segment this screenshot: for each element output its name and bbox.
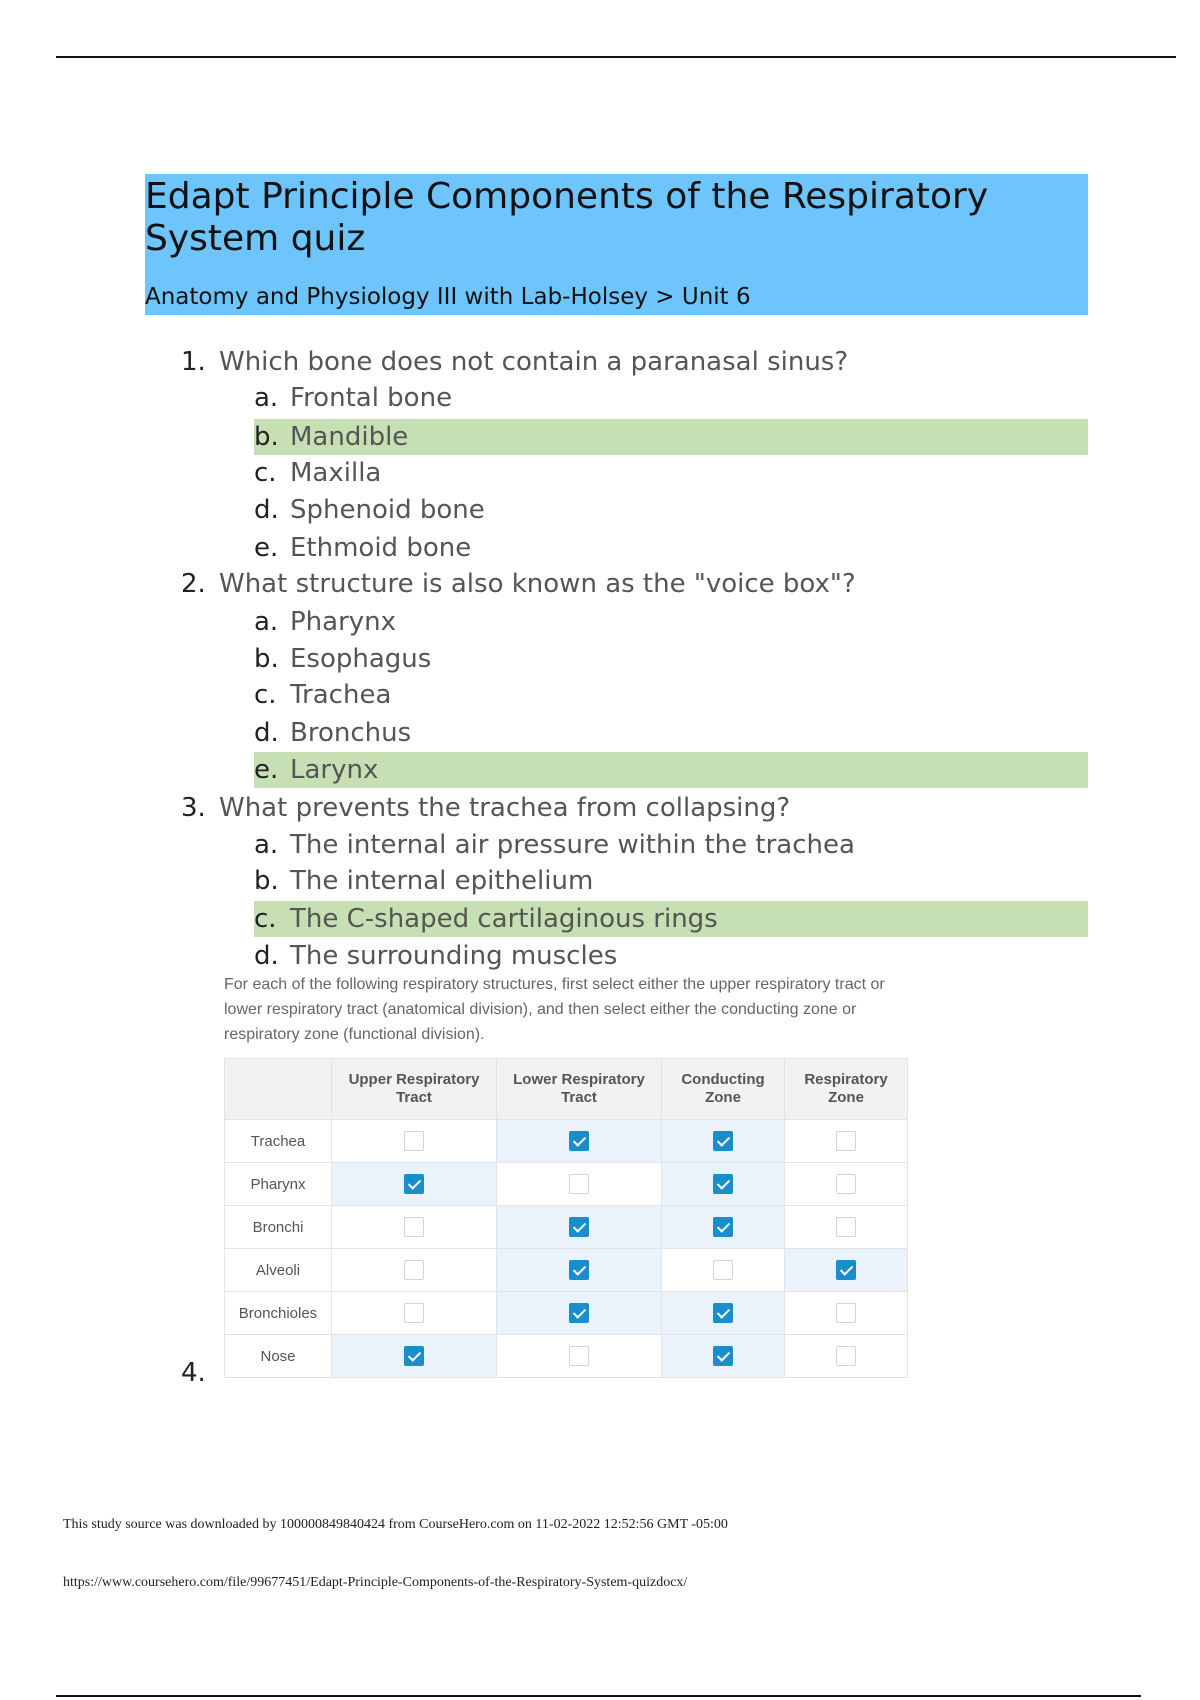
quiz-header	[145, 174, 1088, 315]
grid-row	[225, 1206, 908, 1249]
checkbox-unchecked[interactable]	[836, 1346, 856, 1366]
checkbox-checked[interactable]	[836, 1260, 856, 1280]
q2-option-c[interactable]: c. Trachea	[254, 680, 392, 710]
checkbox-unchecked[interactable]	[404, 1131, 424, 1151]
grid-cell	[785, 1163, 908, 1206]
grid-cell	[785, 1292, 908, 1335]
grid-row	[225, 1120, 908, 1163]
checkbox-checked[interactable]	[713, 1174, 733, 1194]
question-number: 3.	[181, 793, 206, 823]
checkbox-checked[interactable]	[569, 1131, 589, 1151]
grid-cell	[497, 1249, 662, 1292]
q1-option-c[interactable]: c. Maxilla	[254, 458, 382, 488]
row-label: Alveoli	[225, 1249, 332, 1292]
checkbox-checked[interactable]	[713, 1131, 733, 1151]
q1-option-e[interactable]: e. Ethmoid bone	[254, 533, 472, 563]
grid-cell	[785, 1335, 908, 1378]
q3-option-c[interactable]: c. The C-shaped cartilaginous rings	[254, 901, 1088, 937]
q3-option-a[interactable]: a. The internal air pressure within the trachea	[254, 830, 855, 860]
grid-cell	[332, 1292, 497, 1335]
row-label: Trachea	[225, 1120, 332, 1163]
checkbox-checked[interactable]	[713, 1217, 733, 1237]
checkbox-checked[interactable]	[569, 1260, 589, 1280]
grid-cell	[497, 1335, 662, 1378]
grid-cell	[662, 1206, 785, 1249]
checkbox-unchecked[interactable]	[836, 1174, 856, 1194]
question-2	[181, 568, 856, 600]
row-label: Nose	[225, 1335, 332, 1378]
classification-grid	[224, 1058, 908, 1378]
checkbox-checked[interactable]	[569, 1303, 589, 1323]
checkbox-unchecked[interactable]	[836, 1303, 856, 1323]
q1-option-b[interactable]: b. Mandible	[254, 419, 1088, 455]
download-note: This study source was downloaded by 100000849840424 from CourseHero.com on 11-02-2022 12:52:56 GMT -05:00	[63, 1517, 728, 1532]
grid-cell	[332, 1335, 497, 1378]
q2-option-b[interactable]: b. Esophagus	[254, 644, 432, 674]
grid-cell	[332, 1206, 497, 1249]
checkbox-unchecked[interactable]	[836, 1217, 856, 1237]
grid-cell	[332, 1249, 497, 1292]
checkbox-unchecked[interactable]	[404, 1303, 424, 1323]
question-1	[181, 346, 848, 378]
q1-option-d[interactable]: d. Sphenoid bone	[254, 495, 485, 525]
checkbox-unchecked[interactable]	[569, 1174, 589, 1194]
grid-cell	[662, 1163, 785, 1206]
checkbox-unchecked[interactable]	[836, 1131, 856, 1151]
q4-instructions: For each of the following respiratory structures, first select either the upper respiratory tract or lower respiratory tract (anatomical division), and then select either the conducting zone or respiratory zone (functional division).	[224, 976, 885, 1043]
grid-cell	[662, 1249, 785, 1292]
question-number: 2.	[181, 569, 206, 599]
q3-option-d[interactable]: d. The surrounding muscles	[254, 941, 618, 971]
grid-cell	[662, 1120, 785, 1163]
question-number: 1.	[181, 347, 206, 377]
grid-cell	[497, 1163, 662, 1206]
checkbox-unchecked[interactable]	[404, 1217, 424, 1237]
bottom-rule	[56, 1695, 1141, 1697]
grid-cell	[497, 1292, 662, 1335]
grid-row	[225, 1249, 908, 1292]
q3-option-b[interactable]: b. The internal epithelium	[254, 866, 594, 896]
grid-cell	[332, 1163, 497, 1206]
page-title: Edapt Principle Components of the Respiratory System quiz	[145, 176, 989, 259]
checkbox-checked[interactable]	[404, 1174, 424, 1194]
grid-row	[225, 1292, 908, 1335]
grid-row	[225, 1335, 908, 1378]
column-header: Upper Respiratory Tract	[332, 1059, 497, 1120]
checkbox-checked[interactable]	[713, 1346, 733, 1366]
question-4-number: 4.	[181, 1358, 206, 1388]
column-header: Lower Respiratory Tract	[497, 1059, 662, 1120]
q2-option-d[interactable]: d. Bronchus	[254, 718, 412, 748]
grid-corner	[225, 1059, 332, 1120]
row-label: Bronchioles	[225, 1292, 332, 1335]
breadcrumb: Anatomy and Physiology III with Lab-Holsey > Unit 6	[145, 284, 751, 310]
checkbox-unchecked[interactable]	[404, 1260, 424, 1280]
source-url[interactable]: https://www.coursehero.com/file/99677451/Edapt-Principle-Components-of-the-Respiratory-System-quizdocx/	[63, 1575, 688, 1590]
row-label: Pharynx	[225, 1163, 332, 1206]
grid-cell	[785, 1249, 908, 1292]
question-text: What structure is also known as the "voice box"?	[219, 569, 856, 599]
question-text: What prevents the trachea from collapsing?	[219, 793, 791, 823]
checkbox-unchecked[interactable]	[713, 1260, 733, 1280]
grid-cell	[497, 1206, 662, 1249]
column-header: Respiratory Zone	[785, 1059, 908, 1120]
q1-option-a[interactable]: a. Frontal bone	[254, 383, 453, 413]
grid-cell	[332, 1120, 497, 1163]
grid-cell	[785, 1206, 908, 1249]
q2-option-a[interactable]: a. Pharynx	[254, 607, 397, 637]
grid-cell	[662, 1292, 785, 1335]
grid-cell	[497, 1120, 662, 1163]
row-label: Bronchi	[225, 1206, 332, 1249]
question-3	[181, 792, 790, 824]
question-text: Which bone does not contain a paranasal sinus?	[219, 347, 849, 377]
checkbox-checked[interactable]	[713, 1303, 733, 1323]
column-header: Conducting Zone	[662, 1059, 785, 1120]
checkbox-checked[interactable]	[404, 1346, 424, 1366]
checkbox-unchecked[interactable]	[569, 1346, 589, 1366]
grid-row	[225, 1163, 908, 1206]
checkbox-checked[interactable]	[569, 1217, 589, 1237]
grid-cell	[785, 1120, 908, 1163]
q2-option-e[interactable]: e. Larynx	[254, 752, 1088, 788]
grid-cell	[662, 1335, 785, 1378]
top-rule	[56, 56, 1176, 58]
